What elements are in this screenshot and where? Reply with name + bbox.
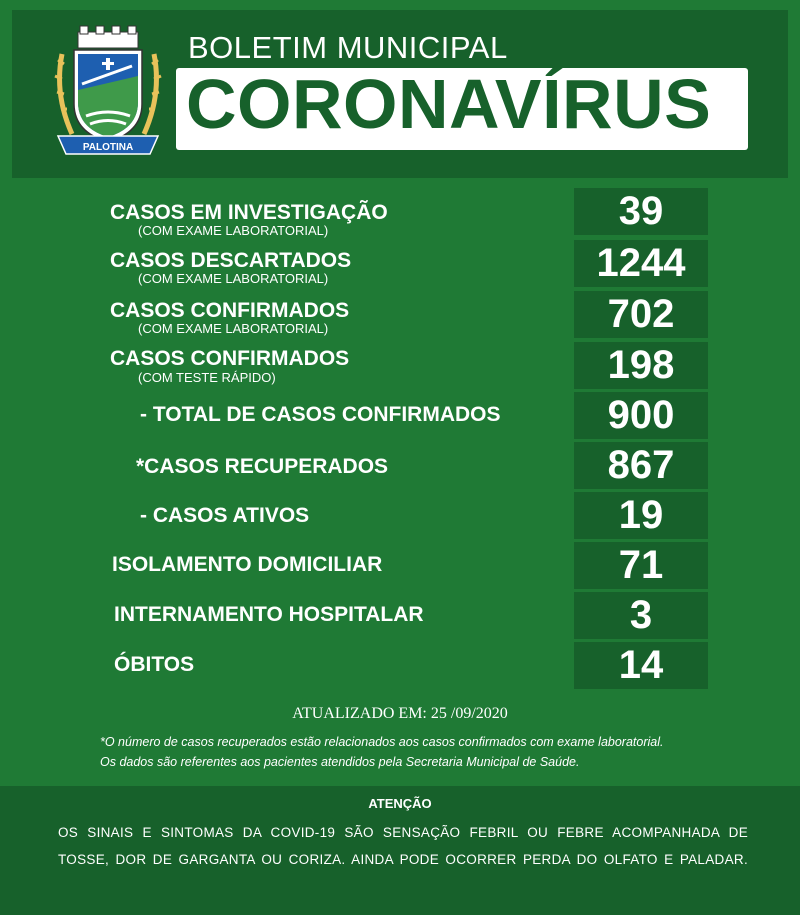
- attention-line-1: OS SINAIS E SINTOMAS DA COVID-19 SÃO SENSAÇÃO FEBRIL OU FEBRE ACOMPANHADA DE: [58, 825, 748, 840]
- stat-sublabel: (COM EXAME LABORATORIAL): [138, 271, 329, 286]
- stat-label: ISOLAMENTO DOMICILIAR: [112, 553, 383, 576]
- stat-value: 39: [618, 189, 664, 233]
- stat-label: - TOTAL DE CASOS CONFIRMADOS: [140, 403, 501, 426]
- stat-value: 71: [618, 543, 664, 587]
- crest-ribbon-text: PALOTINA: [82, 142, 134, 153]
- footnote-source: Os dados são referentes aos pacientes atendidos pela Secretaria Municipal de Saúde.: [100, 755, 580, 769]
- stat-row: [0, 390, 800, 438]
- stat-row: [0, 590, 800, 638]
- stat-row: [0, 490, 800, 538]
- stat-label: ÓBITOS: [114, 653, 195, 676]
- stat-sublabel: (COM TESTE RÁPIDO): [138, 370, 276, 385]
- stat-value: 867: [607, 443, 675, 487]
- stat-value: 198: [607, 343, 675, 387]
- stat-value: 19: [618, 493, 664, 537]
- attention-title: ATENÇÃO: [368, 796, 432, 811]
- bulletin-subtitle: BOLETIM MUNICIPAL: [188, 30, 508, 65]
- stat-label: - CASOS ATIVOS: [140, 504, 310, 527]
- stat-row: [0, 288, 800, 336]
- stat-label: *CASOS RECUPERADOS: [136, 455, 389, 478]
- bulletin-title: CORONAVÍRUS: [186, 65, 712, 143]
- attention-line-2: TOSSE, DOR DE GARGANTA OU CORIZA. AINDA PODE OCORRER PERDA DO OLFATO E PALADAR.: [58, 852, 748, 867]
- stat-value: 3: [629, 593, 653, 637]
- stat-label: CASOS CONFIRMADOS: [110, 347, 350, 370]
- stat-label: CASOS CONFIRMADOS: [110, 299, 350, 322]
- stat-value: 1244: [596, 241, 686, 285]
- stat-row: [0, 188, 800, 236]
- stat-label: INTERNAMENTO HOSPITALAR: [114, 603, 424, 626]
- stat-label: CASOS DESCARTADOS: [110, 249, 352, 272]
- updated-date: ATUALIZADO EM: 25 /09/2020: [292, 705, 508, 722]
- stat-label: CASOS EM INVESTIGAÇÃO: [110, 201, 388, 224]
- stat-value: 14: [618, 643, 664, 687]
- stat-row: [0, 540, 800, 588]
- stat-row: [0, 338, 800, 386]
- stat-row: [0, 640, 800, 688]
- stat-sublabel: (COM EXAME LABORATORIAL): [138, 321, 329, 336]
- stat-row: [0, 238, 800, 286]
- stat-value: 900: [607, 393, 675, 437]
- stat-sublabel: (COM EXAME LABORATORIAL): [138, 223, 329, 238]
- stat-value: 702: [607, 292, 675, 336]
- footnote-recovered: *O número de casos recuperados estão relacionados aos casos confirmados com exame laboratorial.: [100, 735, 664, 749]
- stat-row: [0, 440, 800, 488]
